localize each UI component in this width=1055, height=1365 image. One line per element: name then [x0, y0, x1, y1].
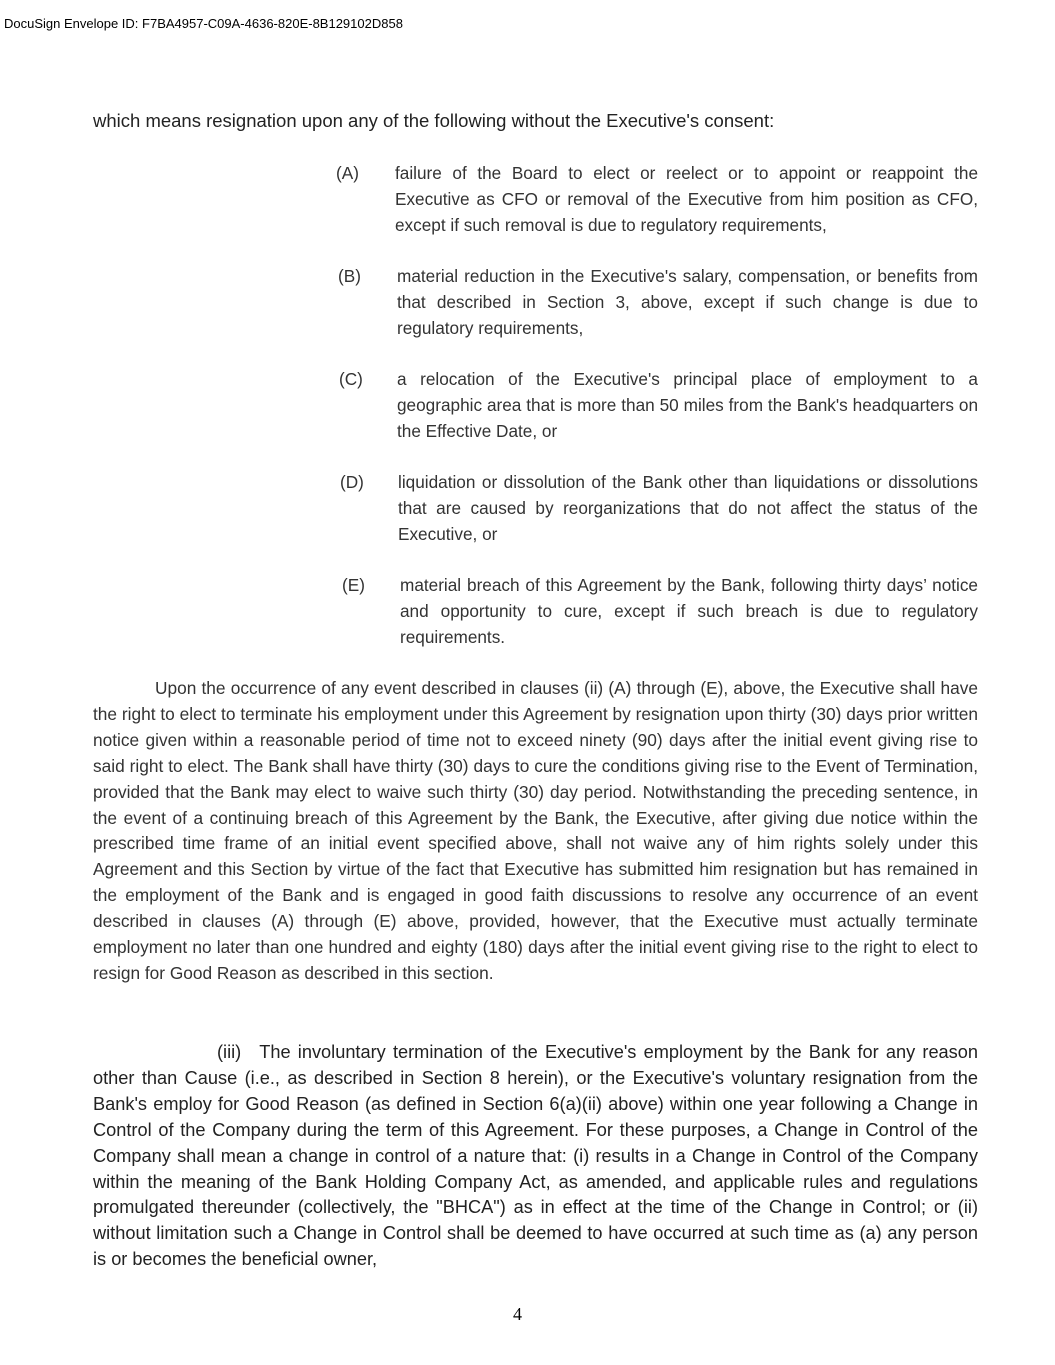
clause-text: liquidation or dissolution of the Bank other than liquidations or dissolutions that are caused by reorganizations that do not affect the status of the Executive, or [398, 472, 978, 544]
paragraph-text: Upon the occurrence of any event described in clauses (ii) (A) through (E), above, the Executive shall have the right to elect to terminate his employment under this Agreement by resignation upon thirty (30) days prior written notice given within a reasonable period of time not to exceed ninety (90) days after the initial event giving rise to said right to elect. The Bank shall have thirty (30) days to cure the conditions giving rise to the Event of Termination, provided that the Bank may elect to waive such thirty (30) day period. Notwithstanding the preceding sentence, in the event of a continuing breach of this Agreement by the Bank, the Executive, after giving due notice within the prescribed time frame of an initial event specified above, shall not waive any of him rights solely under this Agreement and this Section by virtue of the fact that Executive has submitted him resignation but has remained in the employment of the Bank and is engaged in good faith discussions to resolve any occurrence of an event described in clauses (A) through (E) above, provided, however, that the Executive must actually terminate employment no later than one hundred and eighty (180) days after the initial event giving rise to the right to elect to resign for Good Reason as described in this section. [93, 678, 978, 983]
page-number: 4 [513, 1304, 522, 1324]
clause-text: a relocation of the Executive's principal place of employment to a geographic area that is more than 50 miles from the Bank's headquarters on the Effective Date, or [397, 369, 978, 441]
paragraph-iii-change-in-control [93, 1040, 978, 1273]
clause-label: (C) [339, 369, 363, 389]
clause-label: (A) [336, 163, 359, 183]
clause-text: material reduction in the Executive's salary, compensation, or benefits from that described in Section 3, above, except if such change is due to regulatory requirements, [397, 266, 978, 338]
paragraph-termination-notice [93, 676, 978, 987]
clause-label: (B) [338, 266, 361, 286]
clause-text: material breach of this Agreement by the Bank, following thirty days’ notice and opportunity to cure, except if such breach is due to regulatory requirements. [400, 575, 978, 647]
clause-label: (D) [340, 472, 364, 492]
paragraph-number: (iii) [217, 1042, 242, 1062]
clause-b [336, 264, 978, 341]
clause-label: (E) [342, 575, 365, 595]
clause-text: failure of the Board to elect or reelect or to appoint or reappoint the Executive as CFO or removal of the Executive from him position as CFO, except if such removal is due to regulatory requirements, [395, 163, 978, 235]
clause-c [336, 367, 978, 444]
intro-line: which means resignation upon any of the following without the Executive's consent: [93, 110, 775, 131]
paragraph-text: The involuntary termination of the Executive's employment by the Bank for any reason other than Cause (i.e., as described in Section 8 herein), or the Executive's voluntary resignation from the Bank's employ for Good Reason (as defined in Section 6(a)(ii) above) within one year following a Change in Control of the Company during the term of this Agreement. For these purposes, a Change in Control of the Company shall mean a change in control of a nature that: (i) results in a Change in Control of the Company within the meaning of the Bank Holding Company Act, as amended, and applicable rules and regulations promulgated thereunder (collectively, the "BHCA") as in effect at the time of the Change in Control; or (ii) without limitation such a Change in Control shall be deemed to have occurred at such time as (a) any person is or becomes the beneficial owner, [93, 1042, 978, 1270]
clause-a [336, 161, 978, 238]
clause-e [336, 573, 978, 650]
clause-d [336, 470, 978, 547]
docusign-envelope-id: DocuSign Envelope ID: F7BA4957-C09A-4636-820E-8B129102D858 [4, 16, 403, 31]
